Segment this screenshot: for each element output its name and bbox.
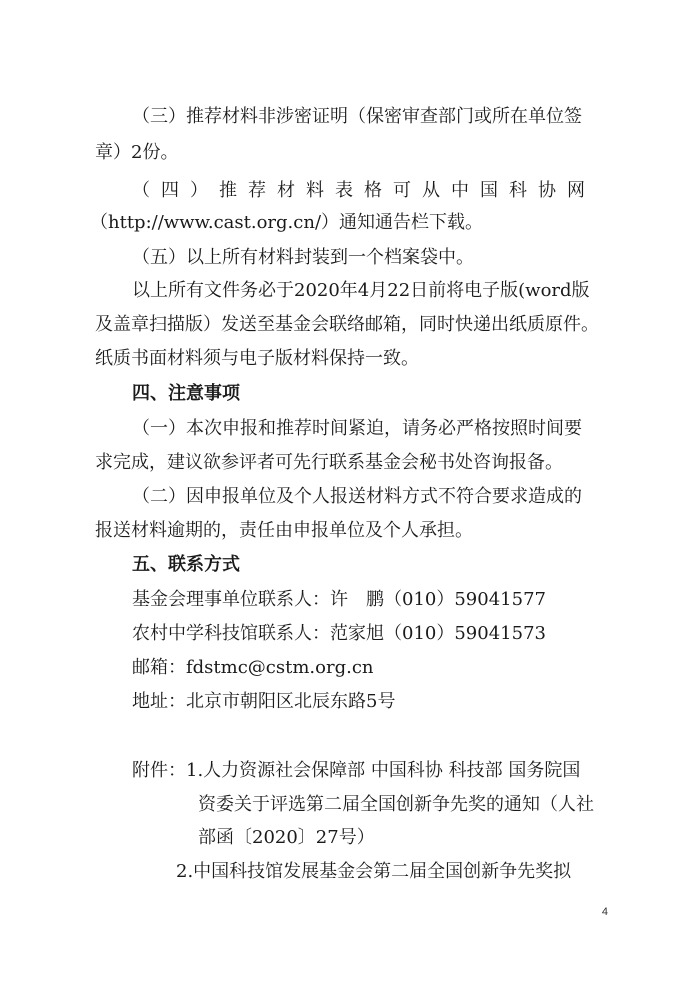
contact-email: 邮箱：fdstmc@cstm.org.cn — [132, 657, 374, 678]
attachment-1c: 部函〔2020〕27号） — [198, 827, 375, 848]
line-deadline-b: 及盖章扫描版）发送至基金会联络邮箱，同时快递出纸质原件。 — [95, 314, 599, 335]
contact-line-2: 农村中学科技馆联系人：范家旭（010）59041573 — [132, 623, 546, 644]
line-note-2b: 报送材料逾期的，责任由申报单位及个人承担。 — [95, 520, 473, 541]
heading-notes: 四、注意事项 — [132, 383, 240, 404]
attachment-1b: 资委关于评选第二届全国创新争先奖的通知（人社 — [198, 794, 594, 815]
attachment-2: 2.中国科技馆发展基金会第二届全国创新争先奖拟 — [176, 861, 572, 882]
line-material-3a: （三）推荐材料非涉密证明（保密审查部门或所在单位签 — [132, 106, 582, 127]
line-note-1b: 求完成，建议欲参评者可先行联系基金会秘书处咨询报备。 — [95, 452, 563, 473]
contact-address: 地址：北京市朝阳区北辰东路5号 — [132, 691, 396, 712]
contact-line-1: 基金会理事单位联系人：许 鹏（010）59041577 — [132, 589, 546, 610]
attachment-1a: 附件：1.人力资源社会保障部 中国科协 科技部 国务院国 — [132, 760, 581, 781]
page-number: 4 — [601, 906, 608, 918]
line-material-3b: 章）2份。 — [95, 142, 179, 163]
line-deadline-c: 纸质书面材料须与电子版材料保持一致。 — [95, 348, 419, 369]
line-material-4b: （http://www.cast.org.cn/）通知通告栏下载。 — [90, 212, 484, 233]
heading-contact: 五、联系方式 — [132, 554, 240, 575]
line-deadline-a: 以上所有文件务必于2020年4月22日前将电子版(word版 — [132, 280, 590, 301]
line-material-5: （五）以上所有材料封装到一个档案袋中。 — [132, 247, 474, 268]
line-note-2a: （二）因申报单位及个人报送材料方式不符合要求造成的 — [132, 486, 582, 507]
line-note-1a: （一）本次申报和推荐时间紧迫，请务必严格按照时间要 — [132, 418, 582, 439]
line-material-4a: （四）推荐材料表格可从中国科协网 — [132, 180, 596, 201]
